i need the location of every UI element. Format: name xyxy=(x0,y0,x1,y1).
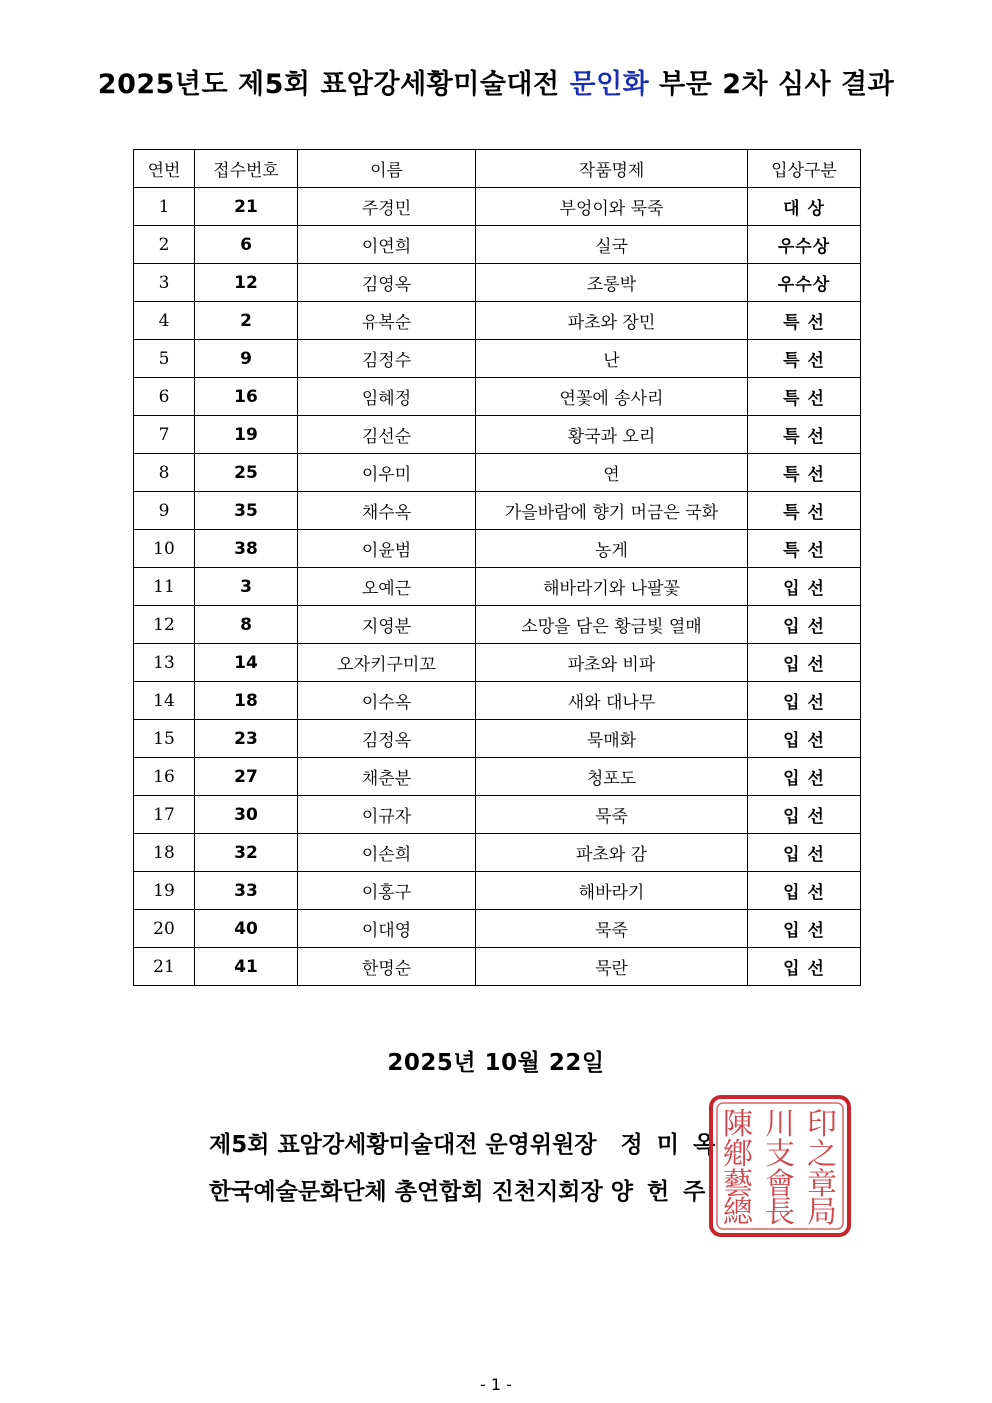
cell-work-title: 가을바람에 향기 머금은 국화 xyxy=(476,492,748,530)
cell-award: 특 선 xyxy=(748,530,861,568)
header-work-title: 작품명제 xyxy=(476,150,748,188)
cell-receipt: 30 xyxy=(195,796,298,834)
cell-award: 입 선 xyxy=(748,682,861,720)
cell-award: 입 선 xyxy=(748,872,861,910)
cell-receipt: 32 xyxy=(195,834,298,872)
cell-name: 이윤범 xyxy=(298,530,476,568)
cell-receipt: 19 xyxy=(195,416,298,454)
cell-work-title: 농게 xyxy=(476,530,748,568)
cell-receipt: 33 xyxy=(195,872,298,910)
cell-serial: 13 xyxy=(134,644,195,682)
cell-name: 채춘분 xyxy=(298,758,476,796)
cell-award: 입 선 xyxy=(748,606,861,644)
document-date: 2025년 10월 22일 xyxy=(387,1050,605,1076)
results-table-body xyxy=(134,188,861,986)
cell-name: 오예근 xyxy=(298,568,476,606)
cell-name: 이홍구 xyxy=(298,872,476,910)
signature-role: 제5회 표암강세황미술대전 운영위원장 xyxy=(209,1132,597,1158)
cell-name: 한명순 xyxy=(298,948,476,986)
cell-serial: 8 xyxy=(134,454,195,492)
cell-name: 유복순 xyxy=(298,302,476,340)
table-row xyxy=(134,606,861,644)
cell-serial: 17 xyxy=(134,796,195,834)
table-row xyxy=(134,530,861,568)
cell-name: 이대영 xyxy=(298,910,476,948)
seal-glyph: 陳 xyxy=(723,1107,753,1142)
title-highlight: 문인화 xyxy=(569,69,650,100)
cell-work-title: 파초와 비파 xyxy=(476,644,748,682)
table-row xyxy=(134,378,861,416)
seal-glyph: 總 xyxy=(723,1195,753,1230)
cell-serial: 1 xyxy=(134,188,195,226)
cell-receipt: 23 xyxy=(195,720,298,758)
cell-serial: 11 xyxy=(134,568,195,606)
table-row xyxy=(134,340,861,378)
cell-work-title: 묵죽 xyxy=(476,796,748,834)
seal-glyph: 川 xyxy=(765,1107,795,1142)
cell-name: 이수옥 xyxy=(298,682,476,720)
cell-name: 임혜정 xyxy=(298,378,476,416)
header-serial: 연번 xyxy=(134,150,195,188)
cell-award: 특 선 xyxy=(748,340,861,378)
table-row xyxy=(134,758,861,796)
cell-serial: 21 xyxy=(134,948,195,986)
cell-receipt: 21 xyxy=(195,188,298,226)
table-header-row xyxy=(134,150,861,188)
cell-receipt: 2 xyxy=(195,302,298,340)
seal-glyph: 鄕 xyxy=(723,1137,753,1172)
cell-receipt: 27 xyxy=(195,758,298,796)
page-number: - 1 - xyxy=(480,1375,512,1394)
cell-receipt: 16 xyxy=(195,378,298,416)
seal-glyph: 長 xyxy=(765,1195,795,1230)
cell-serial: 9 xyxy=(134,492,195,530)
cell-work-title: 부엉이와 묵죽 xyxy=(476,188,748,226)
cell-award: 입 선 xyxy=(748,948,861,986)
cell-serial: 10 xyxy=(134,530,195,568)
cell-serial: 5 xyxy=(134,340,195,378)
cell-work-title: 파초와 감 xyxy=(476,834,748,872)
cell-award: 입 선 xyxy=(748,796,861,834)
signature-role: 한국예술문화단체 총연합회 진천지회장 xyxy=(209,1179,603,1205)
cell-work-title: 난 xyxy=(476,340,748,378)
cell-award: 특 선 xyxy=(748,378,861,416)
signature-line-chair xyxy=(209,1126,729,1159)
cell-serial: 6 xyxy=(134,378,195,416)
table-row xyxy=(134,644,861,682)
table-row xyxy=(134,454,861,492)
cell-work-title: 묵란 xyxy=(476,948,748,986)
cell-work-title: 파초와 장민 xyxy=(476,302,748,340)
seal-glyph: 藝 xyxy=(723,1167,753,1202)
cell-work-title: 청포도 xyxy=(476,758,748,796)
cell-serial: 12 xyxy=(134,606,195,644)
cell-name: 지영분 xyxy=(298,606,476,644)
cell-award: 입 선 xyxy=(748,834,861,872)
cell-receipt: 9 xyxy=(195,340,298,378)
cell-name: 이우미 xyxy=(298,454,476,492)
cell-work-title: 조롱박 xyxy=(476,264,748,302)
cell-work-title: 실국 xyxy=(476,226,748,264)
cell-award: 대 상 xyxy=(748,188,861,226)
document-title xyxy=(0,62,992,101)
cell-serial: 18 xyxy=(134,834,195,872)
signature-name: 양헌주 xyxy=(610,1179,720,1205)
cell-name: 김영옥 xyxy=(298,264,476,302)
seal-glyph: 章 xyxy=(807,1167,837,1202)
table-row xyxy=(134,264,861,302)
seal-glyph: 會 xyxy=(765,1167,795,1202)
table-row xyxy=(134,720,861,758)
seal-glyph: 局 xyxy=(807,1195,837,1230)
table-row xyxy=(134,568,861,606)
header-name: 이름 xyxy=(298,150,476,188)
cell-work-title: 연 xyxy=(476,454,748,492)
seal-glyph: 印 xyxy=(807,1107,837,1142)
cell-serial: 20 xyxy=(134,910,195,948)
cell-award: 입 선 xyxy=(748,758,861,796)
cell-receipt: 3 xyxy=(195,568,298,606)
table-row xyxy=(134,682,861,720)
cell-serial: 19 xyxy=(134,872,195,910)
cell-award: 우수상 xyxy=(748,264,861,302)
cell-award: 특 선 xyxy=(748,302,861,340)
signature-name: 정미옥 xyxy=(620,1132,730,1158)
cell-award: 입 선 xyxy=(748,910,861,948)
table-row xyxy=(134,492,861,530)
cell-receipt: 6 xyxy=(195,226,298,264)
signature-line-president xyxy=(209,1173,719,1206)
header-receipt: 접수번호 xyxy=(195,150,298,188)
cell-name: 김선순 xyxy=(298,416,476,454)
table-row xyxy=(134,796,861,834)
cell-receipt: 35 xyxy=(195,492,298,530)
cell-name: 이연희 xyxy=(298,226,476,264)
cell-receipt: 41 xyxy=(195,948,298,986)
cell-receipt: 8 xyxy=(195,606,298,644)
cell-serial: 4 xyxy=(134,302,195,340)
cell-serial: 3 xyxy=(134,264,195,302)
cell-work-title: 소망을 담은 황금빛 열매 xyxy=(476,606,748,644)
seal-glyph: 支 xyxy=(765,1137,795,1172)
official-seal-icon xyxy=(708,1094,852,1238)
cell-award: 특 선 xyxy=(748,416,861,454)
cell-serial: 2 xyxy=(134,226,195,264)
cell-serial: 15 xyxy=(134,720,195,758)
results-table xyxy=(133,149,861,986)
cell-receipt: 40 xyxy=(195,910,298,948)
cell-award: 우수상 xyxy=(748,226,861,264)
cell-award: 입 선 xyxy=(748,644,861,682)
cell-work-title: 묵죽 xyxy=(476,910,748,948)
cell-work-title: 새와 대나무 xyxy=(476,682,748,720)
table-row xyxy=(134,834,861,872)
cell-award: 입 선 xyxy=(748,568,861,606)
cell-receipt: 14 xyxy=(195,644,298,682)
cell-work-title: 황국과 오리 xyxy=(476,416,748,454)
cell-work-title: 해바라기 xyxy=(476,872,748,910)
cell-name: 오자키구미꼬 xyxy=(298,644,476,682)
title-suffix: 부문 2차 심사 결과 xyxy=(649,69,895,100)
table-row xyxy=(134,226,861,264)
header-award: 입상구분 xyxy=(748,150,861,188)
cell-award: 입 선 xyxy=(748,720,861,758)
table-row xyxy=(134,872,861,910)
cell-name: 김정옥 xyxy=(298,720,476,758)
table-row xyxy=(134,302,861,340)
cell-name: 채수옥 xyxy=(298,492,476,530)
title-prefix: 2025년도 제5회 표암강세황미술대전 xyxy=(97,69,570,100)
cell-serial: 7 xyxy=(134,416,195,454)
cell-receipt: 25 xyxy=(195,454,298,492)
cell-name: 김정수 xyxy=(298,340,476,378)
cell-receipt: 18 xyxy=(195,682,298,720)
cell-receipt: 12 xyxy=(195,264,298,302)
seal-glyph: 之 xyxy=(807,1137,837,1172)
cell-receipt: 38 xyxy=(195,530,298,568)
cell-work-title: 묵매화 xyxy=(476,720,748,758)
table-row xyxy=(134,416,861,454)
cell-award: 특 선 xyxy=(748,492,861,530)
table-row xyxy=(134,188,861,226)
cell-serial: 16 xyxy=(134,758,195,796)
table-row xyxy=(134,910,861,948)
cell-name: 이손희 xyxy=(298,834,476,872)
table-row xyxy=(134,948,861,986)
cell-work-title: 해바라기와 나팔꽃 xyxy=(476,568,748,606)
cell-name: 이규자 xyxy=(298,796,476,834)
cell-name: 주경민 xyxy=(298,188,476,226)
cell-award: 특 선 xyxy=(748,454,861,492)
cell-work-title: 연꽃에 송사리 xyxy=(476,378,748,416)
cell-serial: 14 xyxy=(134,682,195,720)
